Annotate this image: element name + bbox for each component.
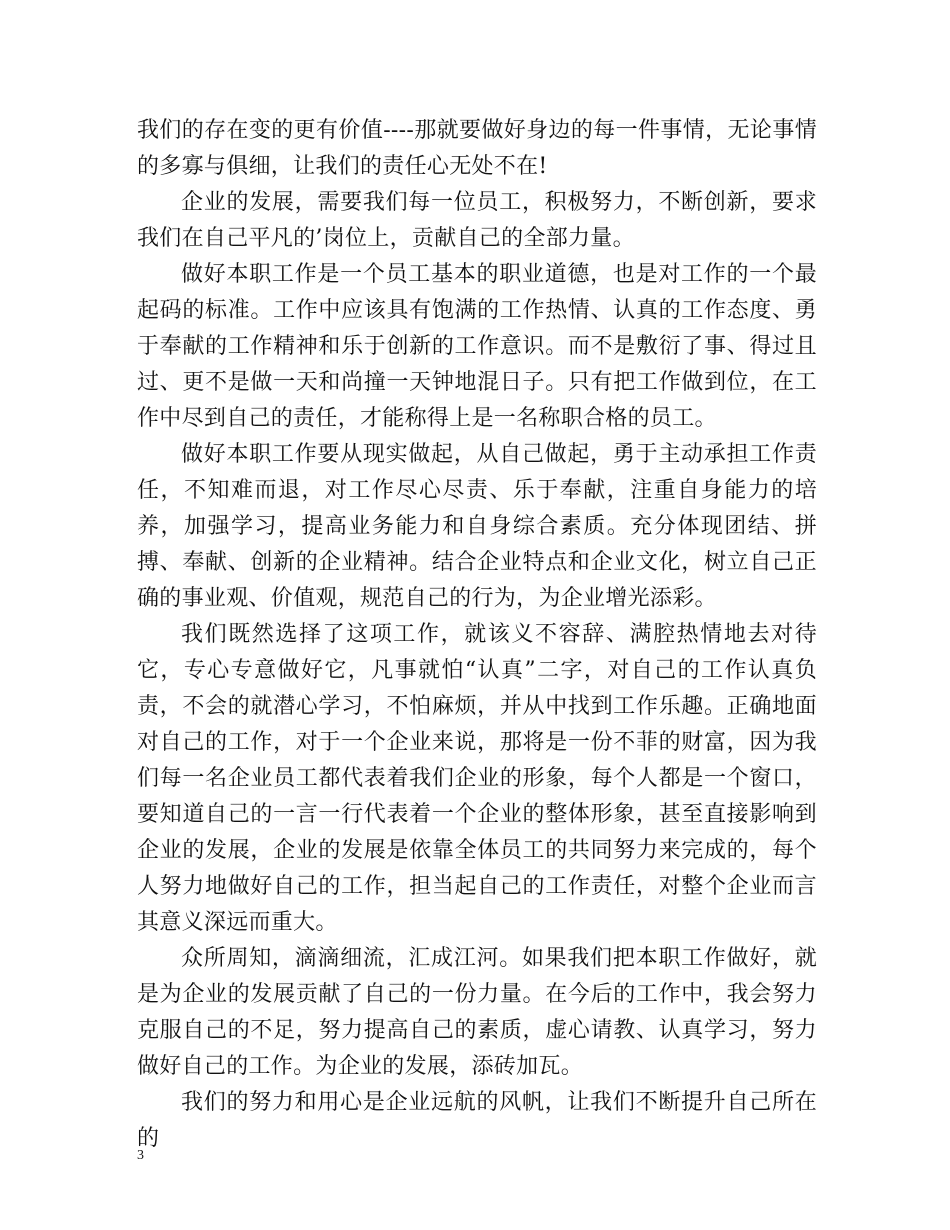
paragraph-5: 我们既然选择了这项工作，就该义不容辞、满腔热情地去对待它，专心专意做好它，凡事就怕“认真”二字，对自己的工作认真负责，不会的就潜心学习，不怕麻烦，并从中找到工作乐趣。正确地面对自己的工作，对于一个企业来说，那将是一份不菲的财富，因为我们每一名企业员工都代表着我们企业的形象，每个人都是一个窗口，要知道自己的一言一行代表着一个企业的整体形象，甚至直接影响到企业的发展，企业的发展是依靠全体员工的共同努力来完成的，每个人努力地做好自己的工作，担当起自己的工作责任，对整个企业而言其意义深远而重大。 <box>137 622 817 935</box>
paragraph-3: 做好本职工作是一个员工基本的职业道德，也是对工作的一个最起码的标准。工作中应该具有饱满的工作热情、认真的工作态度、勇于奉献的工作精神和乐于创新的工作意识。而不是敷衍了事、得过且过、更不是做一天和尚撞一天钟地混日子。只有把工作做到位，在工作中尽到自己的责任，才能称得上是一名称职合格的员工。 <box>137 262 817 431</box>
body-text <box>137 113 817 1157</box>
paragraph-4: 做好本职工作要从现实做起，从自己做起，勇于主动承担工作责任，不知难而退，对工作尽心尽责、乐于奉献，注重自身能力的培养，加强学习，提高业务能力和自身综合素质。充分体现团结、拼搏、奉献、创新的企业精神。结合企业特点和企业文化，树立自己正确的事业观、价值观，规范自己的行为，为企业增光添彩。 <box>137 442 817 611</box>
paragraph-6: 众所周知，滴滴细流，汇成江河。如果我们把本职工作做好，就是为企业的发展贡献了自己的一份力量。在今后的工作中，我会努力克服自己的不足，努力提高自己的素质，虚心请教、认真学习，努力做好自己的工作。为企业的发展，添砖加瓦。 <box>137 946 817 1079</box>
paragraph-1: 我们的存在变的更有价值----那就要做好身边的每一件事情，无论事情的多寡与俱细，让我们的责任心无处不在! <box>137 118 817 179</box>
page-number: 3 <box>137 1148 144 1163</box>
paragraph-2: 企业的发展，需要我们每一位员工，积极努力，不断创新，要求我们在自己平凡的’岗位上，贡献自己的全部力量。 <box>137 190 817 251</box>
paragraph-7: 我们的努力和用心是企业远航的风帆，让我们不断提升自己所在的 <box>137 1090 817 1151</box>
